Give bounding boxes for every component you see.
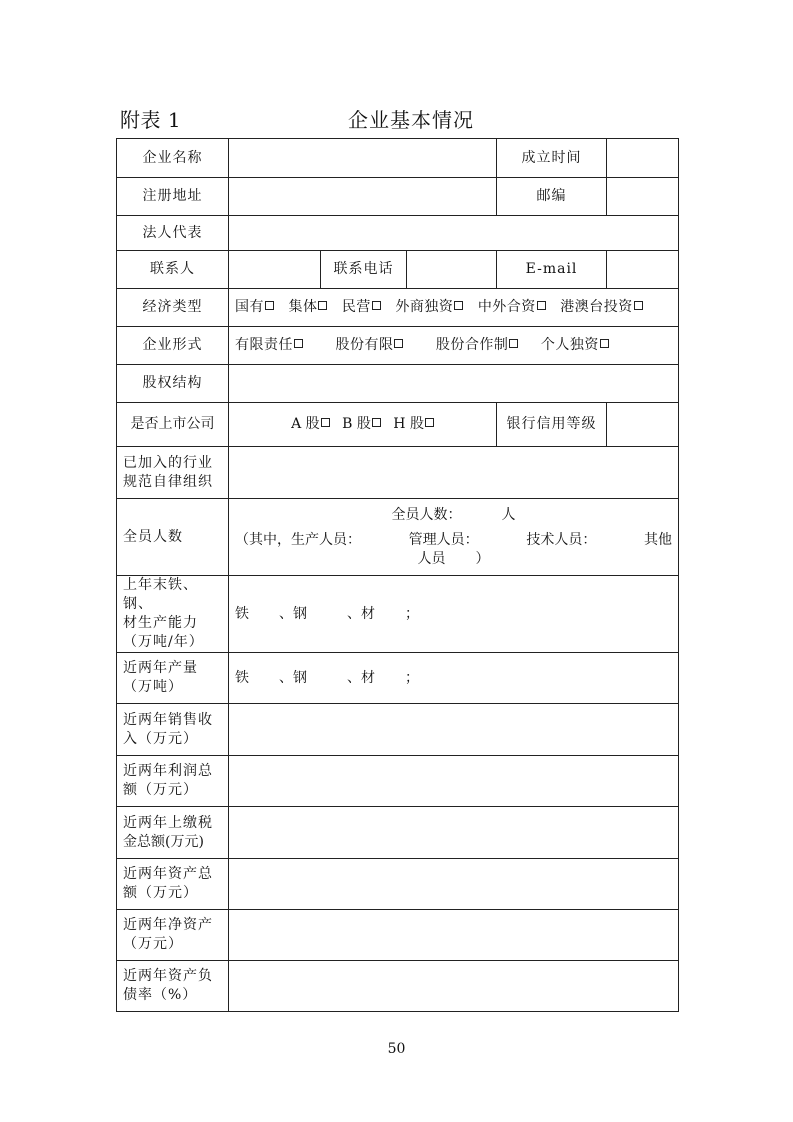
label-line: （万吨）	[123, 679, 183, 695]
econ-option-label: 港澳台投资	[560, 299, 633, 315]
company-info-table	[116, 138, 679, 1012]
table-row	[117, 216, 679, 251]
company-name-label: 企业名称	[117, 139, 229, 178]
table-row	[117, 178, 679, 216]
table-row	[117, 961, 679, 1012]
page-title: 企业基本情况	[348, 108, 474, 132]
debt-ratio-label	[117, 961, 229, 1012]
label-line: 债率（%）	[123, 987, 198, 1003]
material-label: 、材	[347, 605, 375, 622]
table-row	[117, 499, 679, 576]
econ-option-label: 外商独资	[395, 299, 454, 315]
share-option-label: A 股	[291, 416, 320, 432]
label-line: 近两年销售收	[123, 711, 213, 728]
checkbox[interactable]	[537, 301, 546, 310]
share-type-options	[229, 403, 497, 447]
table-row	[117, 327, 679, 365]
share-option-label: B 股	[342, 416, 371, 432]
label-line: 近两年净资产	[123, 917, 213, 933]
label-line: （万元）	[123, 936, 183, 952]
staff-production-label: （其中，生产人员：	[235, 531, 361, 548]
equity-label: 股权结构	[117, 365, 229, 403]
capacity-label	[117, 576, 229, 653]
econ-option-label: 民营	[341, 299, 371, 315]
table-row	[117, 576, 679, 653]
email-label: E-mail	[497, 251, 607, 289]
table-row	[117, 859, 679, 910]
label-line: 近两年上缴税	[123, 814, 213, 831]
form-option-label: 股份有限	[335, 337, 394, 353]
page-number: 50	[387, 1041, 406, 1057]
staff-unit: 人	[501, 506, 516, 523]
share-option-label: H 股	[393, 416, 424, 432]
attachment-label: 附表 1	[120, 108, 182, 132]
company-name-field[interactable]	[229, 139, 497, 178]
contact-field[interactable]	[229, 251, 321, 289]
form-option-label: 个人独资	[540, 337, 599, 353]
table-row	[117, 289, 679, 327]
label-line: 近两年产量	[123, 660, 198, 676]
sales-label	[117, 704, 229, 756]
iron-label: 铁	[235, 605, 249, 622]
founded-label: 成立时间	[497, 139, 607, 178]
checkbox[interactable]	[600, 339, 609, 348]
ent-form-label: 企业形式	[117, 327, 229, 365]
debt-ratio-field[interactable]	[229, 961, 679, 1012]
label-line: 近两年资产总	[123, 866, 213, 882]
label-line: 入（万元）	[123, 730, 198, 747]
net-assets-label	[117, 910, 229, 961]
label-line: 已加入的行业	[123, 454, 213, 471]
econ-option-label: 国有	[235, 299, 264, 315]
output-label	[117, 653, 229, 704]
staff-management-label: 管理人员：	[408, 531, 479, 548]
legal-rep-field[interactable]	[229, 216, 679, 251]
industry-org-label	[117, 447, 229, 499]
table-row	[117, 403, 679, 447]
assets-field[interactable]	[229, 859, 679, 910]
label-line: 近两年资产负	[123, 968, 213, 984]
semicolon: ；	[405, 669, 419, 686]
table-row	[117, 704, 679, 756]
tax-label	[117, 807, 229, 859]
contact-phone-field[interactable]	[407, 251, 497, 289]
table-row	[117, 365, 679, 403]
label-line: 额（万元）	[123, 885, 198, 901]
industry-org-field[interactable]	[229, 447, 679, 499]
econ-option-label: 集体	[288, 299, 318, 315]
ent-form-options	[229, 327, 679, 365]
econ-type-options	[229, 289, 679, 327]
founded-field[interactable]	[607, 139, 679, 178]
reg-address-field[interactable]	[229, 178, 497, 216]
label-line: 近两年利润总	[123, 763, 213, 779]
label-line: 金总额(万元)	[123, 833, 204, 850]
steel-label: 、钢	[279, 605, 307, 622]
table-row	[117, 807, 679, 859]
profit-field[interactable]	[229, 756, 679, 807]
email-field[interactable]	[607, 251, 679, 289]
table-row	[117, 756, 679, 807]
iron-label: 铁	[235, 669, 249, 686]
assets-label	[117, 859, 229, 910]
checkbox[interactable]	[634, 301, 643, 310]
contact-label: 联系人	[117, 251, 229, 289]
checkbox[interactable]	[509, 339, 518, 348]
legal-rep-label: 法人代表	[117, 216, 229, 251]
form-option-label: 股份合作制	[435, 337, 509, 353]
staff-label: 全员人数	[117, 499, 229, 576]
sales-field[interactable]	[229, 704, 679, 756]
staff-technical-label: 技术人员：	[526, 531, 597, 548]
checkbox[interactable]	[394, 339, 403, 348]
table-row	[117, 251, 679, 289]
checkbox[interactable]	[318, 301, 327, 310]
checkbox[interactable]	[294, 339, 303, 348]
label-line: 额（万元）	[123, 782, 198, 798]
material-label: 、材	[347, 669, 375, 686]
credit-label: 银行信用等级	[497, 403, 607, 447]
steel-label: 、钢	[279, 669, 307, 686]
tax-field[interactable]	[229, 807, 679, 859]
label-line: 材生产能力	[123, 615, 198, 631]
staff-other-label: 其他	[644, 531, 673, 548]
postcode-label: 邮编	[497, 178, 607, 216]
checkbox[interactable]	[372, 301, 381, 310]
table-row	[117, 139, 679, 178]
profit-label	[117, 756, 229, 807]
econ-option-label: 中外合资	[477, 299, 536, 315]
checkbox[interactable]	[265, 301, 274, 310]
staff-other-cont: 人员	[417, 550, 446, 567]
semicolon: ；	[405, 605, 419, 622]
checkbox[interactable]	[425, 418, 434, 427]
checkbox[interactable]	[321, 418, 330, 427]
staff-close-paren: ）	[475, 550, 490, 567]
capacity-field[interactable]	[229, 576, 679, 653]
reg-address-label: 注册地址	[117, 178, 229, 216]
table-row	[117, 653, 679, 704]
postcode-field[interactable]	[607, 178, 679, 216]
form-option-label: 有限责任	[235, 337, 293, 353]
label-line: 上年末铁、钢、	[123, 577, 198, 612]
net-assets-field[interactable]	[229, 910, 679, 961]
listed-label: 是否上市公司	[117, 403, 229, 447]
checkbox[interactable]	[454, 301, 463, 310]
staff-field	[229, 499, 679, 576]
checkbox[interactable]	[372, 418, 381, 427]
econ-type-label: 经济类型	[117, 289, 229, 327]
table-row	[117, 447, 679, 499]
staff-total-label: 全员人数：	[391, 506, 462, 523]
contact-phone-label: 联系电话	[321, 251, 407, 289]
output-field[interactable]	[229, 653, 679, 704]
label-line: 规范自律组织	[123, 473, 213, 490]
table-row	[117, 910, 679, 961]
equity-field[interactable]	[229, 365, 679, 403]
credit-field[interactable]	[607, 403, 679, 447]
label-line: （万吨/年）	[123, 634, 204, 650]
